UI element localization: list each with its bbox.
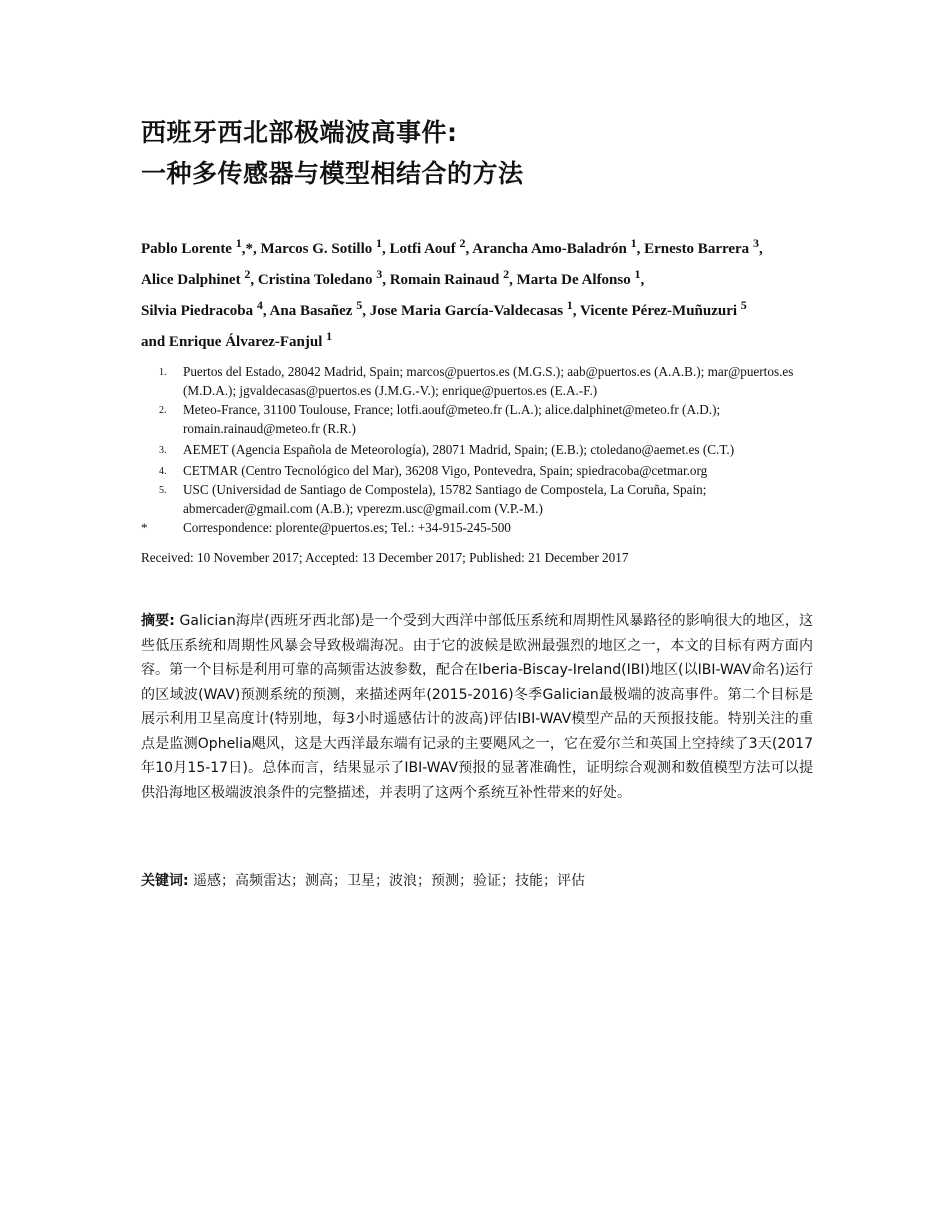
correspondence-text: Correspondence: plorente@puertos.es; Tel.: +34-915-245-500 bbox=[183, 520, 511, 535]
author-separator: , bbox=[572, 303, 581, 319]
author-line bbox=[141, 294, 821, 325]
author-separator: , bbox=[382, 272, 390, 288]
author-name: Marta De Alfonso bbox=[516, 272, 631, 288]
author-separator: , bbox=[362, 303, 370, 319]
author-affiliation-mark: 1 bbox=[566, 298, 573, 312]
author-affiliation-mark: 2 bbox=[459, 236, 466, 250]
author-name: Pablo Lorente bbox=[141, 241, 232, 257]
author-separator: , bbox=[758, 241, 763, 257]
author-name: Lotfi Aouf bbox=[389, 241, 456, 257]
author-separator: , bbox=[636, 241, 645, 257]
author-separator: , bbox=[262, 303, 270, 319]
author-separator: , bbox=[509, 272, 517, 288]
paper-title bbox=[141, 112, 821, 194]
author-name: Romain Rainaud bbox=[389, 272, 500, 288]
author-affiliation-mark: 3 bbox=[752, 236, 759, 250]
affiliation-4 bbox=[141, 461, 821, 480]
author-separator: , bbox=[250, 272, 258, 288]
author-name: Silvia Piedracoba bbox=[141, 303, 254, 319]
abstract-text: Galician海岸(西班牙西北部)是一个受到大西洋中部低压系统和周期性风暴路径的影响很大的地区，这些低压系统和周期性风暴会导致极端海况。由于它的波候是欧洲最强烈的地区之一，本文的目标有两方面内容。第一个目标是利用可靠的高频雷达波参数，配合在Iberia-Biscay-Ireland(IBI)地区(以IBI-WAV命名)运行的区域波(WAV)预测系统的预测，来描述两年(2015-2016)冬季Galician最极端的波高事件。第二个目标是展示利用卫星高度计(特别地，每3小时遥感估计的波高)评估IBI-WAV模型产品的天预报技能。特别关注的重点是监测Ophelia飓风，这是大西洋最东端有记录的主要飓风之一，它在爱尔兰和英国上空持续了3天(2017年10月15-17日)。总体而言，结果显示了IBI-WAV预报的显著准确性，证明综合观测和数值模型方法可以提供沿海地区极端波浪条件的完整描述，并表明了这两个系统互补性带来的好处。 bbox=[141, 613, 813, 801]
keywords-label: 关键词: bbox=[141, 873, 189, 889]
author-affiliation-mark: 1 bbox=[630, 236, 637, 250]
affiliation-number: 1. bbox=[159, 367, 167, 378]
author-affiliation-mark: 4 bbox=[256, 298, 263, 312]
author-name: Ana Basañez bbox=[269, 303, 353, 319]
author-separator: ,*, bbox=[241, 241, 261, 257]
affiliation-text: USC (Universidad de Santiago de Compostela), 15782 Santiago de Compostela, La Coruña, Spain; abmercader@gmail.com (A.B.); vperezm.usc@gmail.com (V.P.-M.) bbox=[183, 482, 707, 516]
affiliation-2 bbox=[141, 400, 821, 438]
title-line-1: 西班牙西北部极端波高事件: bbox=[141, 118, 458, 147]
author-affiliation-mark: 2 bbox=[244, 267, 251, 281]
author-name: Ernesto Barrera bbox=[644, 241, 750, 257]
author-affiliation-mark: 5 bbox=[356, 298, 363, 312]
affiliation-list bbox=[141, 362, 821, 537]
affiliation-1 bbox=[141, 362, 821, 400]
author-separator: , bbox=[465, 241, 473, 257]
affiliation-text: Puertos del Estado, 28042 Madrid, Spain; marcos@puertos.es (M.G.S.); aab@puertos.es (A.A.B.); mar@puertos.es (M.D.A.); jgvaldecasas@puertos.es (J.M.G.-V.); enrique@puertos.es (E.A.-F.) bbox=[183, 364, 794, 398]
author-affiliation-mark: 1 bbox=[376, 236, 383, 250]
author-line bbox=[141, 232, 821, 263]
author-separator: , bbox=[640, 272, 645, 288]
author-affiliation-mark: 2 bbox=[503, 267, 510, 281]
keywords bbox=[141, 869, 821, 893]
affiliation-5 bbox=[141, 480, 821, 518]
affiliation-text: AEMET (Agencia Española de Meteorología), 28071 Madrid, Spain; (E.B.); ctoledano@aemet.es (C.T.) bbox=[183, 442, 735, 457]
affiliation-number: 2. bbox=[159, 405, 167, 416]
author-name: Arancha Amo-Baladrón bbox=[472, 241, 627, 257]
title-line-2: 一种多传感器与模型相结合的方法 bbox=[141, 159, 524, 188]
author-list bbox=[141, 232, 821, 356]
correspondence-marker: * bbox=[141, 520, 148, 535]
author-affiliation-mark: 1 bbox=[326, 329, 333, 343]
author-line bbox=[141, 325, 821, 356]
author-name: Vicente Pérez-Muñuzuri bbox=[580, 303, 738, 319]
affiliation-number: 3. bbox=[159, 445, 167, 456]
author-affiliation-mark: 5 bbox=[740, 298, 747, 312]
author-affiliation-mark: 3 bbox=[376, 267, 383, 281]
keywords-text: 遥感；高频雷达；测高；卫星；波浪；预测；验证；技能；评估 bbox=[193, 873, 586, 889]
author-name: Cristina Toledano bbox=[257, 272, 373, 288]
author-affiliation-mark: 1 bbox=[235, 236, 242, 250]
author-affiliation-mark: 1 bbox=[634, 267, 641, 281]
correspondence bbox=[141, 518, 821, 537]
affiliation-number: 5. bbox=[159, 485, 167, 496]
author-name: Marcos G. Sotillo bbox=[260, 241, 373, 257]
abstract-label: 摘要: bbox=[141, 613, 175, 629]
author-separator: , bbox=[382, 241, 390, 257]
affiliation-3 bbox=[141, 440, 821, 459]
affiliation-number: 4. bbox=[159, 466, 167, 477]
author-name: Jose Maria García-Valdecasas bbox=[369, 303, 564, 319]
author-line bbox=[141, 263, 821, 294]
author-name: Alice Dalphinet bbox=[141, 272, 241, 288]
affiliation-text: Meteo-France, 31100 Toulouse, France; lotfi.aouf@meteo.fr (L.A.); alice.dalphinet@meteo.fr (A.D.); romain.rainaud@meteo.fr (R.R.) bbox=[183, 402, 721, 436]
author-name: and Enrique Álvarez-Fanjul bbox=[141, 334, 323, 350]
affiliation-text: CETMAR (Centro Tecnológico del Mar), 36208 Vigo, Pontevedra, Spain; spiedracoba@cetmar.org bbox=[183, 463, 708, 478]
publication-dates: Received: 10 November 2017; Accepted: 13 December 2017; Published: 21 December 2017 bbox=[141, 550, 629, 565]
abstract bbox=[141, 609, 813, 805]
